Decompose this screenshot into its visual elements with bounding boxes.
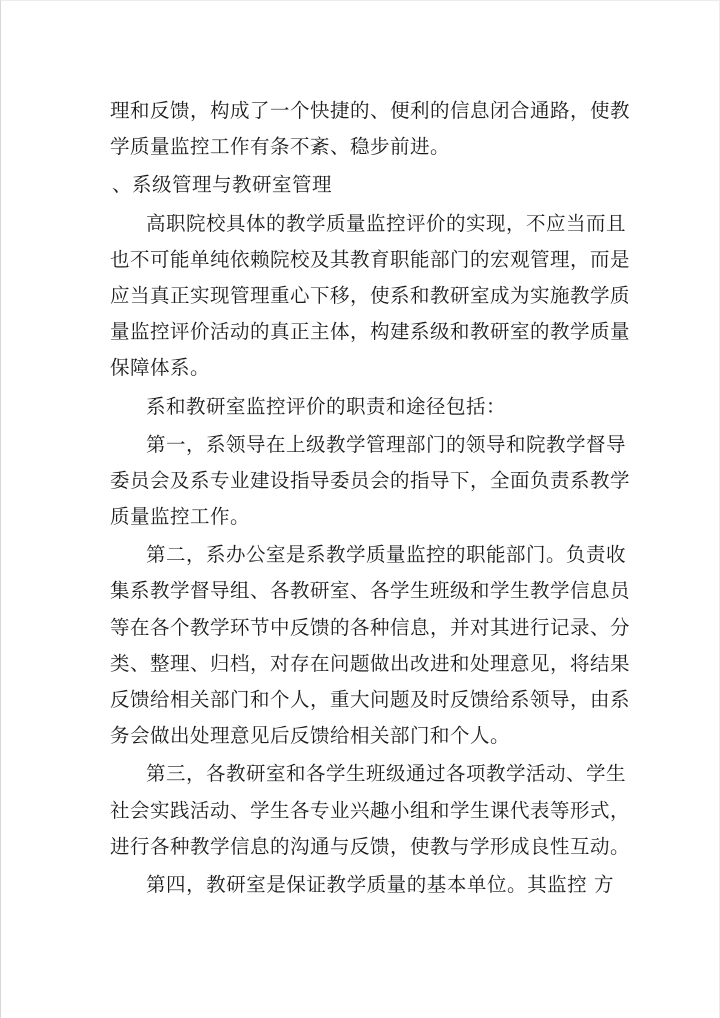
text-line: 保障体系。 bbox=[110, 356, 211, 380]
text-line: 社会实践活动、学生各专业兴趣小组和学生课代表等形式， bbox=[110, 798, 631, 822]
text-line: 学质量监控工作有条不紊、稳步前进。 bbox=[110, 135, 451, 159]
text-line: 委员会及系专业建设指导委员会的指导下，全面负责系教学 bbox=[110, 468, 631, 492]
text-line: 第三，各教研室和各学生班级通过各项教学活动、学生 bbox=[146, 762, 627, 786]
text-line: 进行各种教学信息的沟通与反馈，使教与学形成良性互动。 bbox=[110, 834, 631, 858]
text-line: 类、整理、归档，对存在问题做出改进和处理意见，将结果 bbox=[110, 651, 631, 675]
text-line: 集系教学督导组、各教研室、各学生班级和学生教学信息员 bbox=[110, 579, 631, 603]
text-line: 质量监控工作。 bbox=[110, 505, 251, 529]
section-heading: 、系级管理与教研室管理 bbox=[112, 173, 333, 197]
text-line: 等在各个教学环节中反馈的各种信息，并对其进行记录、分 bbox=[110, 615, 631, 639]
text-line: 第二，系办公室是系教学质量监控的职能部门。负责收 bbox=[146, 543, 627, 567]
text-line: 反馈给相关部门和个人，重大问题及时反馈给系领导，由系 bbox=[110, 688, 631, 711]
text-line: 第四，教研室是保证教学质量的基本单位。其监控 方 bbox=[146, 872, 614, 896]
document-body bbox=[110, 93, 631, 903]
text-line: 也不可能单纯依赖院校及其教育职能部门的宏观管理，而是 bbox=[110, 247, 631, 271]
text-line: 理和反馈，构成了一个快捷的、便利的信息闭合通路，使教 bbox=[110, 99, 631, 122]
text-line: 第一，系领导在上级教学管理部门的领导和院教学督导 bbox=[146, 432, 627, 456]
text-line: 量监控评价活动的真正主体，构建系级和教研室的教学质量 bbox=[110, 320, 631, 344]
text-line: 应当真正实现管理重心下移，使系和教研室成为实施教学质 bbox=[110, 283, 631, 307]
text-line: 系和教研室监控评价的职责和途径包括： bbox=[146, 394, 507, 418]
text-line: 务会做出处理意见后反馈给相关部门和个人。 bbox=[110, 724, 511, 748]
text-line: 高职院校具体的教学质量监控评价的实现，不应当而且 bbox=[146, 211, 627, 235]
